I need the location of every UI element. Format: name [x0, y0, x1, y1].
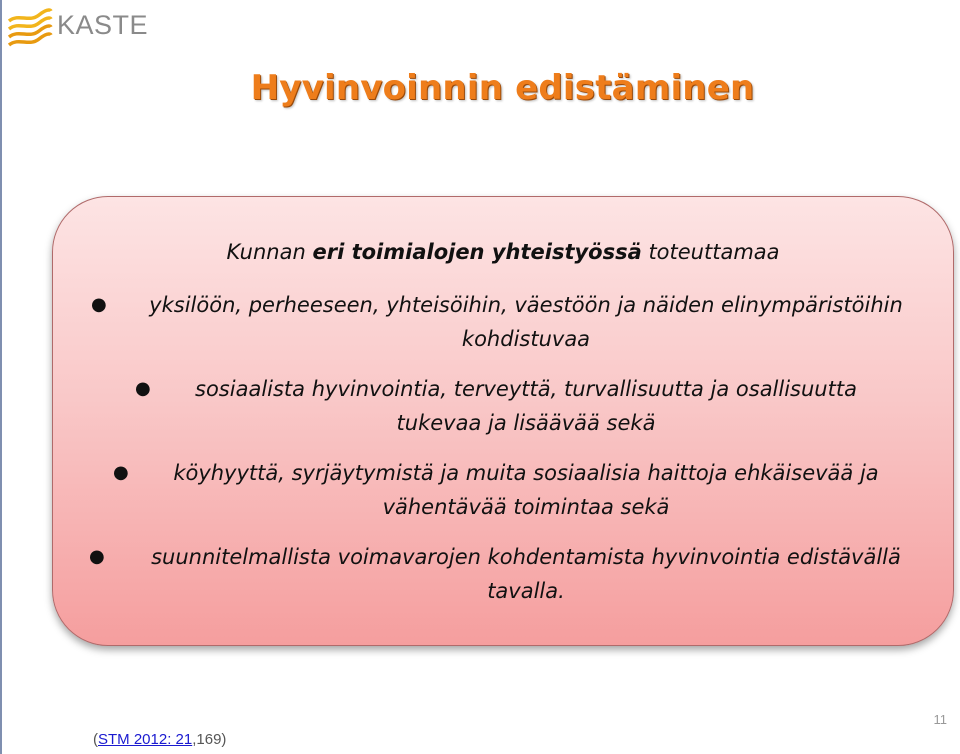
- bullet-line: yksilöön, perheeseen, yhteisöihin, väestöön ja näiden elinympäristöihin: [149, 293, 903, 317]
- bullet-dot-icon: ●: [91, 294, 107, 315]
- source-open: (: [93, 731, 98, 748]
- bullet-item: [81, 540, 931, 608]
- bullet-item: [81, 288, 931, 356]
- intro-bold: eri toimialojen yhteistyössä: [312, 240, 642, 264]
- bullet-dot-icon: ●: [135, 378, 151, 399]
- intro-line: [53, 240, 953, 264]
- bullet-line: vähentävää toimintaa sekä: [382, 495, 670, 519]
- bullet-line: köyhyyttä, syrjäytymistä ja muita sosiaalisia haittoja ehkäisevää ja: [173, 461, 879, 485]
- kaste-wave-icon: [7, 7, 53, 53]
- slide-left-border: [0, 0, 2, 754]
- intro-post: toteuttamaa: [641, 240, 780, 264]
- page-number: 11: [933, 712, 947, 727]
- source-citation: [93, 731, 226, 748]
- bullet-line: kohdistuvaa: [461, 327, 591, 351]
- bullet-dot-icon: ●: [89, 546, 105, 567]
- slide-title: Hyvinvoinnin edistäminen: [250, 68, 755, 108]
- bullet-item: [81, 372, 931, 440]
- bullet-line: tavalla.: [487, 579, 565, 603]
- bullet-line: sosiaalista hyvinvointia, terveyttä, turvallisuutta ja osallisuutta: [195, 377, 857, 401]
- source-rest: ,169): [192, 731, 227, 748]
- source-link[interactable]: STM 2012: 21: [98, 731, 193, 748]
- kaste-logo: [7, 6, 148, 54]
- content-panel: [52, 196, 954, 646]
- intro-pre: Kunnan: [226, 240, 313, 264]
- bullet-item: [81, 456, 931, 524]
- brand-name: KASTE: [57, 9, 149, 40]
- bullet-line: suunnitelmallista voimavarojen kohdentamista hyvinvointia edistävällä: [151, 545, 901, 569]
- bullet-dot-icon: ●: [113, 462, 129, 483]
- bullet-line: tukevaa ja lisäävää sekä: [396, 411, 656, 435]
